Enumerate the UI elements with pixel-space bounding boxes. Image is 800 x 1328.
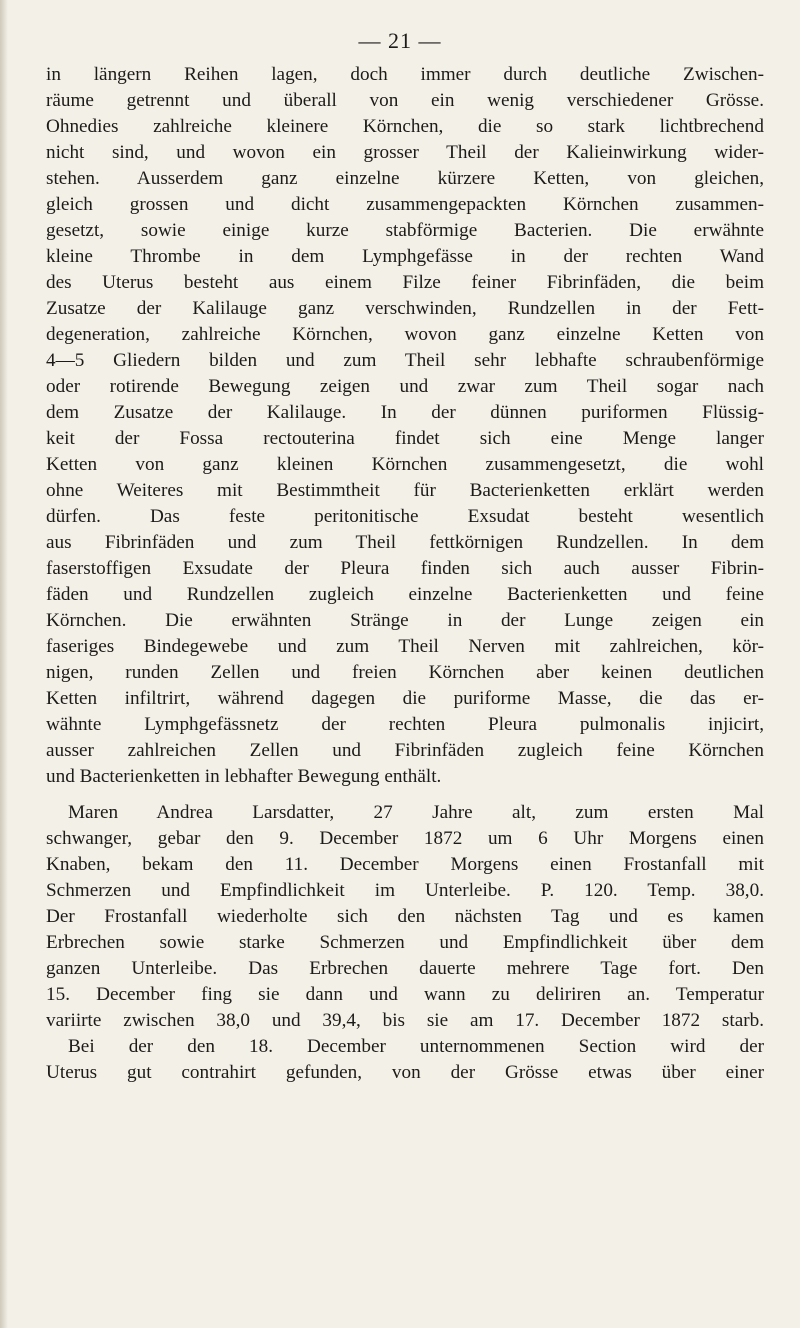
text-line: nigen, runden Zellen und freien Körnchen aber keinen deutlichen [46,662,764,683]
text-line: Bei der den 18. December unternommenen Section wird der [68,1036,764,1057]
text-line: faserstoffigen Exsudate der Pleura finden sich auch ausser Fibrin- [46,558,764,579]
text-line: des Uterus besteht aus einem Filze feiner Fibrinfäden, die beim [46,272,764,293]
text-line: variirte zwischen 38,0 und 39,4, bis sie am 17. December 1872 starb. [46,1010,764,1031]
text-line: fäden und Rundzellen zugleich einzelne Bacterienketten und feine [46,584,764,605]
text-line: räume getrennt und überall von ein wenig verschiedener Grösse. [46,90,764,111]
text-line: Der Frostanfall wiederholte sich den nächsten Tag und es kamen [46,906,764,927]
text-line: und Bacterienketten in lebhafter Bewegung enthält. [46,766,442,787]
text-line: Erbrechen sowie starke Schmerzen und Empfindlichkeit über dem [46,932,764,953]
text-line: ohne Weiteres mit Bestimmtheit für Bacterienketten erklärt werden [46,480,764,501]
text-line: 4—5 Gliedern bilden und zum Theil sehr lebhafte schraubenförmige [46,350,764,371]
page-edge-shadow [0,0,8,1328]
text-line: Körnchen. Die erwähnten Stränge in der Lunge zeigen ein [46,610,764,631]
text-line: Ohnedies zahlreiche kleinere Körnchen, die so stark lichtbrechend [46,116,764,137]
text-line: gesetzt, sowie einige kurze stabförmige Bacterien. Die erwähnte [46,220,764,241]
text-line: Maren Andrea Larsdatter, 27 Jahre alt, zum ersten Mal [68,802,764,823]
paragraph-gap [46,790,764,800]
text-line: keit der Fossa rectouterina findet sich eine Menge langer [46,428,764,449]
text-line: stehen. Ausserdem ganz einzelne kürzere Ketten, von gleichen, [46,168,764,189]
text-line: Ketten von ganz kleinen Körnchen zusammengesetzt, die wohl [46,454,764,475]
paragraph-1 [46,62,764,790]
text-line: oder rotirende Bewegung zeigen und zwar zum Theil sogar nach [46,376,764,397]
text-line: faseriges Bindegewebe und zum Theil Nerven mit zahlreichen, kör- [46,636,764,657]
text-line: Schmerzen und Empfindlichkeit im Unterleibe. P. 120. Temp. 38,0. [46,880,764,901]
text-line: Uterus gut contrahirt gefunden, von der Grösse etwas über einer [46,1062,764,1083]
text-line: in längern Reihen lagen, doch immer durch deutliche Zwischen- [46,64,764,85]
text-line: wähnte Lymphgefässnetz der rechten Pleura pulmonalis injicirt, [46,714,764,735]
text-line: dem Zusatze der Kalilauge. In der dünnen puriformen Flüssig- [46,402,764,423]
text-line: Zusatze der Kalilauge ganz verschwinden, Rundzellen in der Fett- [46,298,764,319]
body-text [46,62,764,1086]
text-line: ganzen Unterleibe. Das Erbrechen dauerte mehrere Tage fort. Den [46,958,764,979]
text-line: schwanger, gebar den 9. December 1872 um 6 Uhr Morgens einen [46,828,764,849]
text-line: gleich grossen und dicht zusammengepackten Körnchen zusammen- [46,194,764,215]
text-line: Ketten infiltrirt, während dagegen die puriforme Masse, die das er- [46,688,764,709]
text-line: ausser zahlreichen Zellen und Fibrinfäden zugleich feine Körnchen [46,740,764,761]
text-line: dürfen. Das feste peritonitische Exsudat besteht wesentlich [46,506,764,527]
text-line: 15. December fing sie dann und wann zu deliriren an. Temperatur [46,984,764,1005]
text-line: aus Fibrinfäden und zum Theil fettkörnigen Rundzellen. In dem [46,532,764,553]
paragraph-2 [46,800,764,1086]
text-line: degeneration, zahlreiche Körnchen, wovon ganz einzelne Ketten von [46,324,764,345]
text-line: kleine Thrombe in dem Lymphgefässe in der rechten Wand [46,246,764,267]
text-line: Knaben, bekam den 11. December Morgens einen Frostanfall mit [46,854,764,875]
text-line: nicht sind, und wovon ein grosser Theil der Kalieinwirkung wider- [46,142,764,163]
page-number: — 21 — [358,28,442,53]
